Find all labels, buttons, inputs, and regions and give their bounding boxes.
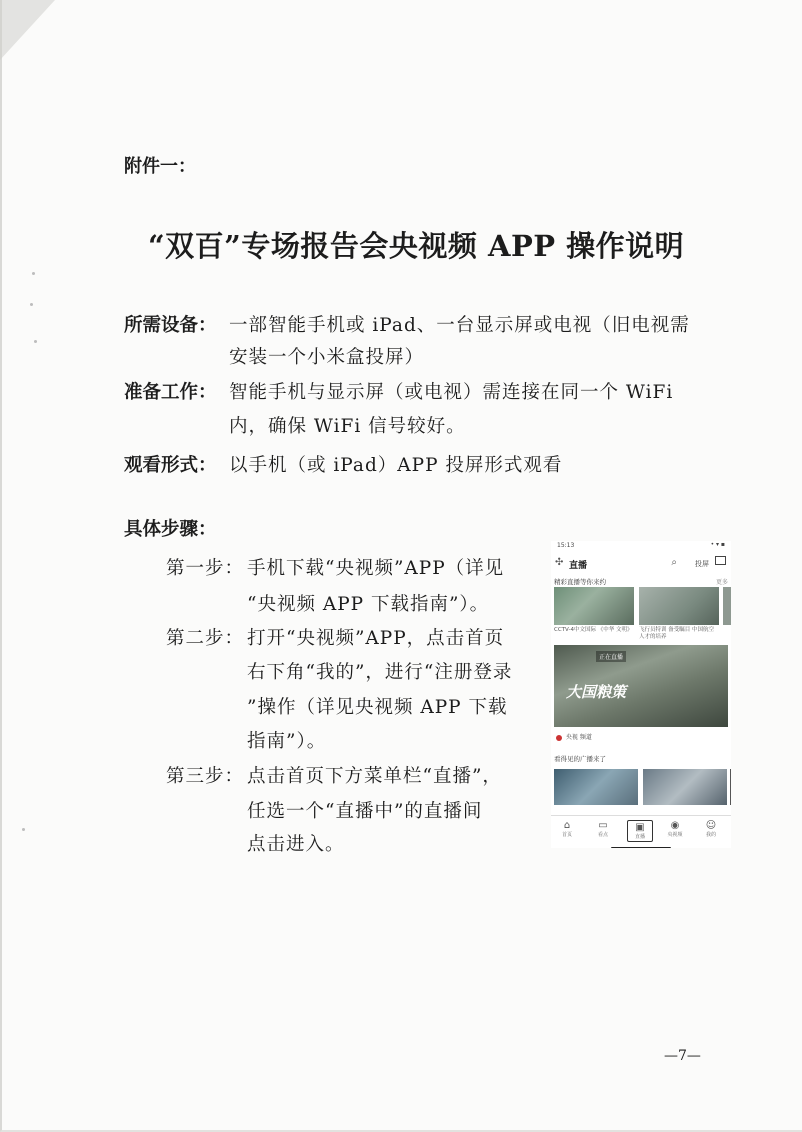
screen-cast-icon (715, 556, 726, 565)
step2-label: 第二步： (166, 628, 245, 649)
step1-line1: 手机下载“央视频”APP（详见 (247, 558, 505, 579)
live-card-caption: CCTV-4中文国际 《中华 文明》 (554, 627, 633, 633)
page-number: —7— (664, 1048, 701, 1064)
live-card-thumbnail (639, 587, 719, 625)
viewing-label: 观看形式： (124, 455, 217, 476)
home-indicator (611, 847, 671, 848)
tab-watch: ▭ 看点 (591, 820, 615, 838)
radio-card-thumbnail (554, 769, 638, 805)
equipment-line2: 安装一个小米盒投屏） (229, 347, 425, 368)
play-icon: ◉ (670, 820, 680, 831)
live-badge: 正在直播 (596, 651, 626, 662)
step3-line3: 点击进入。 (247, 834, 345, 855)
header-title: 直播 (569, 561, 588, 571)
folded-corner (0, 0, 55, 60)
app-header (551, 553, 731, 575)
channel-row (556, 732, 592, 741)
step3-line1: 点击首页下方菜单栏“直播”， (247, 766, 502, 787)
section-title-live: 精彩直播等你来约 (554, 578, 606, 586)
document-title: “双百”专场报告会央视频 APP 操作说明 (148, 229, 685, 263)
tv-icon: ▭ (598, 820, 608, 831)
status-icons: • ▾ ▪ (710, 541, 725, 548)
radio-card-thumbnail (643, 769, 727, 805)
tab-live: ▣ 直播 (627, 820, 653, 842)
status-time: 15:13 (557, 542, 575, 549)
bottom-tab-bar (551, 815, 731, 846)
search-icon: ⌕ (671, 557, 677, 568)
banner-title: 大国粮策 (566, 683, 627, 701)
phone-screenshot (551, 541, 731, 848)
user-icon: ☺ (705, 820, 717, 831)
live-card-thumbnail (723, 587, 731, 625)
scan-speck (22, 828, 25, 831)
scan-speck (32, 272, 35, 275)
tab-home: ⌂ 首页 (555, 820, 579, 838)
viewing-text: 以手机（或 iPad）APP 投屏形式观看 (229, 455, 563, 476)
steps-heading: 具体步骤： (124, 519, 217, 540)
preparation-line2: 内，确保 WiFi 信号较好。 (229, 416, 466, 437)
attachment-label: 附件一： (124, 156, 196, 177)
scan-speck (30, 303, 33, 306)
preparation-line1: 智能手机与显示屏（或电视）需连接在同一个 WiFi (229, 382, 674, 403)
more-link: 更多 (715, 579, 728, 586)
step3-label: 第三步： (166, 766, 245, 787)
broadcast-icon: ✣ (555, 557, 564, 568)
scan-speck (34, 340, 37, 343)
step2-line3: ”操作（详见央视频 APP 下载 (247, 697, 508, 718)
step2-line4: 指南”）。 (247, 731, 327, 752)
equipment-label: 所需设备： (124, 315, 217, 336)
featured-banner (554, 645, 728, 727)
cast-label: 投屏 (695, 560, 709, 568)
radio-card-thumbnail (730, 769, 731, 805)
tab-mine: ☺ 我的 (699, 820, 723, 838)
channel-name: 央视 频道 (565, 734, 592, 741)
live-card-thumbnail (554, 587, 634, 625)
step1-line2: “央视频 APP 下载指南”）。 (247, 594, 490, 615)
live-icon: ▣ (635, 822, 645, 833)
step2-line1: 打开“央视频”APP，点击首页 (247, 628, 505, 649)
channel-avatar (556, 735, 562, 741)
live-card-caption: 飞行员特训 备受瞩目 中国航空人才的培养 (639, 627, 714, 640)
equipment-line1: 一部智能手机或 iPad、一台显示屏或电视（旧电视需 (229, 315, 690, 336)
preparation-label: 准备工作： (124, 382, 217, 403)
section-title-radio: 看得见的广播来了 (554, 755, 606, 763)
tab-cctv: ◉ 央视频 (663, 820, 687, 838)
step2-line2: 右下角“我的”，进行“注册登录 (247, 662, 513, 683)
step3-line2: 任选一个“直播中”的直播间 (247, 801, 483, 822)
step1-label: 第一步： (166, 558, 245, 579)
home-icon: ⌂ (563, 820, 571, 831)
